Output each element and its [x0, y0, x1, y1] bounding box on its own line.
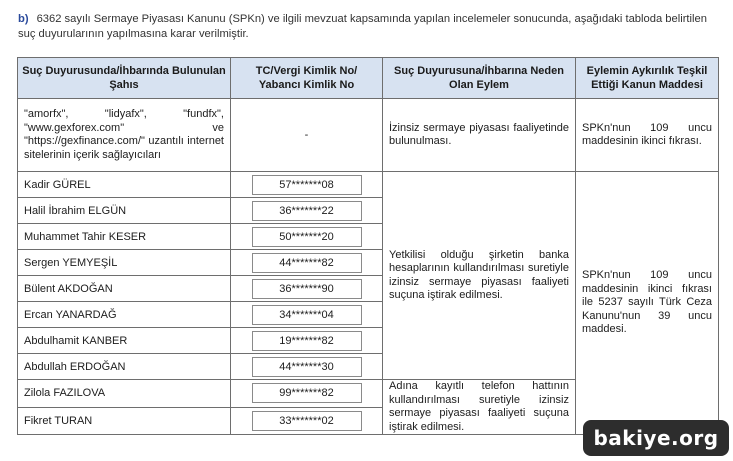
person-id-cell [231, 354, 383, 380]
action-text: İzinsiz sermaye piyasası faaliyetinde bulunulması. [389, 121, 569, 147]
person-name: Sergen YEMYEŞİL [18, 250, 231, 276]
person-name: Ercan YANARDAĞ [18, 302, 231, 328]
cell-action [383, 99, 576, 172]
intro-text: 6362 sayılı Sermaye Piyasası Kanunu (SPKn) ve ilgili mevzuat kapsamında yapılan incelemeler sonucunda, aşağıdaki tabloda belirtilen suç duyurularının yapılmasına karar verilmiştir. [18, 13, 707, 40]
person-id-cell [231, 276, 383, 302]
cell-id: - [231, 99, 383, 172]
law-text: SPKn'nun 109 uncu maddesinin ikinci fıkrası. [582, 121, 712, 147]
law-group-text: SPKn'nun 109 uncu maddesinin ikinci fıkrası ile 5237 sayılı Türk Ceza Kanunu'nun 39 uncu maddesi. [582, 269, 712, 336]
header-subject: Suç Duyurusunda/İhbarında Bulunulan Şahıs [18, 58, 231, 99]
person-name: Bülent AKDOĞAN [18, 276, 231, 302]
person-id-cell [231, 380, 383, 408]
header-action: Suç Duyurusuna/İhbarına Neden Olan Eylem [383, 58, 576, 99]
person-id: 44*******30 [252, 357, 362, 377]
person-id: 36*******22 [252, 201, 362, 221]
person-id: 34*******04 [252, 305, 362, 325]
cell-action-group-2 [383, 380, 576, 435]
subject-text: "amorfx", "lidyafx", "fundfx", "www.gexforex.com" ve "https://gexfinance.com/" uzantılı internet sitelerinin içerik sağlayıcıları [24, 108, 224, 161]
action-group-2-text: Adına kayıtlı telefon hattının kullandırılması suretiyle izinsiz sermaye piyasası faaliyeti suçuna iştirak edilmesi. [389, 380, 569, 433]
person-id-cell [231, 198, 383, 224]
person-name: Kadir GÜREL [18, 172, 231, 198]
cell-law [576, 99, 719, 172]
intro-paragraph [18, 12, 718, 42]
person-id: 19*******82 [252, 331, 362, 351]
person-id-cell [231, 302, 383, 328]
item-label: b) [18, 13, 29, 25]
person-name: Fikret TURAN [18, 407, 231, 435]
table-row [18, 172, 719, 198]
person-id: 44*******82 [252, 253, 362, 273]
person-name: Muhammet Tahir KESER [18, 224, 231, 250]
header-id: TC/Vergi Kimlik No/ Yabancı Kimlik No [231, 58, 383, 99]
table-row [18, 99, 719, 172]
cell-subject [18, 99, 231, 172]
watermark-logo: bakiye.org [583, 420, 729, 456]
criminal-complaint-table [17, 57, 719, 435]
person-id: 50*******20 [252, 227, 362, 247]
header-law: Eylemin Aykırılık Teşkil Ettiği Kanun Maddesi [576, 58, 719, 99]
person-id-cell [231, 172, 383, 198]
cell-action-group-1 [383, 172, 576, 380]
action-group-1-text: Yetkilisi olduğu şirketin banka hesaplarının kullandırılması suretiyle izinsiz sermaye piyasası faaliyeti suçuna iştirak edilmesi. [389, 248, 569, 301]
person-name: Abdullah ERDOĞAN [18, 354, 231, 380]
person-id: 99*******82 [252, 383, 362, 403]
person-name: Zilola FAZILOVA [18, 380, 231, 408]
table-header-row [18, 58, 719, 99]
person-id-cell [231, 407, 383, 435]
person-id-cell [231, 328, 383, 354]
cell-law-group [576, 172, 719, 435]
person-name: Halil İbrahim ELGÜN [18, 198, 231, 224]
person-id: 33*******02 [252, 411, 362, 431]
person-id-cell [231, 250, 383, 276]
person-id: 36*******90 [252, 279, 362, 299]
person-id-cell [231, 224, 383, 250]
person-name: Abdulhamit KANBER [18, 328, 231, 354]
person-id: 57*******08 [252, 175, 362, 195]
